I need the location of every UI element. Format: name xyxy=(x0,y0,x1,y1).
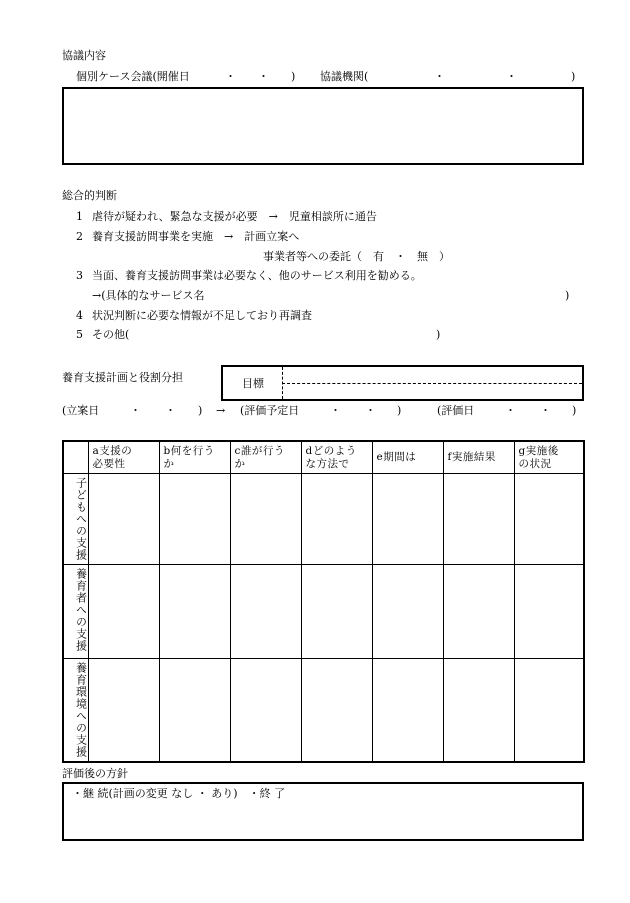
draft-date-close: ) xyxy=(198,404,203,417)
table-cell[interactable] xyxy=(372,473,443,564)
goal-box[interactable] xyxy=(221,365,584,401)
judgment-item-5-close: ) xyxy=(436,328,441,341)
table-cell[interactable] xyxy=(230,658,301,762)
table-header-row xyxy=(63,441,584,473)
column-header-c: c誰が行う か xyxy=(230,441,301,473)
row-label-child-support: 子どもへの支援 xyxy=(63,473,88,564)
judgment-item-2-subtext: 事業者等への委託（ 有 ・ 無 ） xyxy=(263,250,450,263)
judgment-item-3-subtext: →(具体的なサービス名 xyxy=(92,289,205,302)
table-cell[interactable] xyxy=(88,658,159,762)
table-row xyxy=(63,658,584,762)
column-header-f: f実施結果 xyxy=(443,441,514,473)
table-corner-cell xyxy=(63,441,88,473)
eval-date-sep-2: ・ xyxy=(540,404,551,417)
table-cell[interactable] xyxy=(372,658,443,762)
judgment-item-1-text: 虐待が疑われ、緊急な支援が必要 → 児童相談所に通告 xyxy=(92,210,377,223)
judgment-item-4-num: 4 xyxy=(76,309,83,322)
meeting-date-sep-2: ・ xyxy=(258,70,269,83)
column-header-g: g実施後 の状況 xyxy=(514,441,584,473)
table-cell[interactable] xyxy=(514,658,584,762)
policy-text: ・継 続(計画の変更 なし ・ あり) ・終 了 xyxy=(72,787,286,800)
judgment-heading: 総合的判断 xyxy=(62,189,117,202)
table-cell[interactable] xyxy=(230,564,301,658)
judgment-item-2-text: 養育支援訪問事業を実施 → 計画立案へ xyxy=(92,230,300,243)
eval-plan-date-close: ) xyxy=(397,404,402,417)
draft-date-label: (立案日 xyxy=(62,404,100,417)
goal-label: 目標 xyxy=(242,377,264,390)
agency-sep-2: ・ xyxy=(506,70,517,83)
table-cell[interactable] xyxy=(301,658,372,762)
goal-midline xyxy=(282,383,582,384)
table-cell[interactable] xyxy=(230,473,301,564)
judgment-item-3-text: 当面、養育支援訪問事業は必要なく、他のサービス利用を勧める。 xyxy=(92,269,422,282)
eval-plan-date-label: (評価予定日 xyxy=(240,404,300,417)
draft-date-sep-1: ・ xyxy=(130,404,141,417)
policy-heading: 評価後の方針 xyxy=(62,767,128,780)
table-cell[interactable] xyxy=(301,473,372,564)
table-cell[interactable] xyxy=(88,473,159,564)
arrow-icon: → xyxy=(216,404,226,417)
column-header-e: e期間は xyxy=(372,441,443,473)
table-cell[interactable] xyxy=(372,564,443,658)
meeting-date-sep-1: ・ xyxy=(225,70,236,83)
judgment-item-1-num: 1 xyxy=(76,210,83,223)
consultation-content-box[interactable] xyxy=(62,87,584,165)
eval-plan-date-sep-2: ・ xyxy=(365,404,376,417)
eval-plan-date-sep-1: ・ xyxy=(330,404,341,417)
table-cell[interactable] xyxy=(443,658,514,762)
agency-label: 協議機関( xyxy=(320,70,369,83)
agency-close: ) xyxy=(571,70,576,83)
eval-date-close: ) xyxy=(572,404,577,417)
support-plan-table xyxy=(62,440,585,763)
consultation-heading: 協議内容 xyxy=(62,49,106,62)
case-meeting-label: 個別ケース会議(開催日 xyxy=(76,70,190,83)
table-cell[interactable] xyxy=(514,473,584,564)
table-cell[interactable] xyxy=(514,564,584,658)
column-header-b: b何を行う か xyxy=(159,441,230,473)
judgment-item-3-close: ) xyxy=(565,289,570,302)
table-cell[interactable] xyxy=(159,473,230,564)
judgment-item-5-num: 5 xyxy=(76,328,83,341)
table-cell[interactable] xyxy=(443,564,514,658)
table-cell[interactable] xyxy=(159,658,230,762)
meeting-date-close: ) xyxy=(291,70,296,83)
judgment-item-3-num: 3 xyxy=(76,269,83,282)
agency-sep-1: ・ xyxy=(434,70,445,83)
judgment-item-4-text: 状況判断に必要な情報が不足しており再調査 xyxy=(92,309,312,322)
table-cell[interactable] xyxy=(301,564,372,658)
column-header-d: dどのよう な方法で xyxy=(301,441,372,473)
column-header-a: a支援の 必要性 xyxy=(88,441,159,473)
eval-date-label: (評価日 xyxy=(437,404,475,417)
table-row xyxy=(63,564,584,658)
plan-heading: 養育支援計画と役割分担 xyxy=(62,371,183,384)
row-label-environment-support: 養育環境への支援 xyxy=(63,658,88,762)
draft-date-sep-2: ・ xyxy=(165,404,176,417)
table-row xyxy=(63,473,584,564)
eval-date-sep-1: ・ xyxy=(505,404,516,417)
policy-box[interactable] xyxy=(62,782,584,841)
judgment-item-5-text: その他( xyxy=(92,328,130,341)
table-cell[interactable] xyxy=(159,564,230,658)
table-cell[interactable] xyxy=(443,473,514,564)
row-label-caregiver-support: 養育者への支援 xyxy=(63,564,88,658)
judgment-item-2-num: 2 xyxy=(76,230,83,243)
table-cell[interactable] xyxy=(88,564,159,658)
